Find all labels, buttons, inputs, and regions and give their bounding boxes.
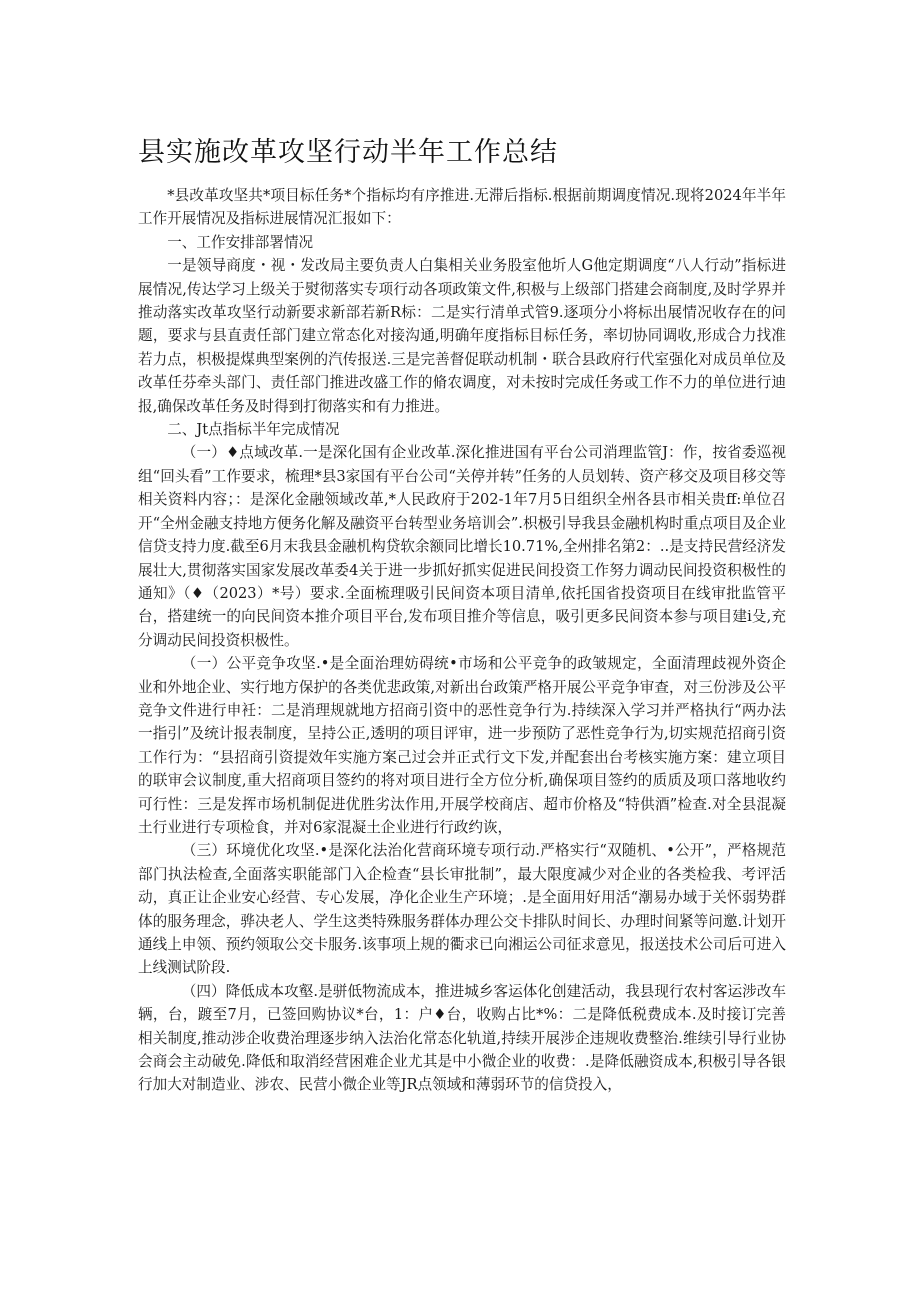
document-title: 县实施改革攻坚行动半年工作总结 (138, 137, 558, 168)
section-2-heading: 二、Jt点指标半年完成情况 (167, 421, 340, 439)
section-2-paragraph-3: （三）环境优化攻坚.•是深化法治化营商环境专项行动.严格实行“双随机、•公开”，严格规范部门执法检查,全面落实职能部门入企检查“县长审批制”，最大限度减少对企业的各类检我、考评活动，真正让企业安心经营、专心发展，净化企业生产环境；.是全面用好用活“潮易办域于关怀弱势群体的服务理念，骅决老人、学生这类特殊服务群体办理公交卡排队时间长、办理时间紧等问邀.计划开通线上申领、预约领取公交卡服务.该事项上规的衢求已向湘运公司征求意见，报送技术公司后可进入上线测试阶段. (138, 842, 786, 977)
section-2-paragraph-4: （四）降低成本攻壑.是骈低物流成本，推进城乡客运体化创建活动，我县现行农村客运涉改车辆，台，踱至7月，已签回购协议*台，1：户♦台，收购占比*%：二是降低税费成本.及时接订完善相关制度,推动涉企收费治理逐步纳入法治化常态化轨道,持续开展涉企违规收费整治.维续引导行业协会商会主动破免.降低和取消经营困难企业尤其是中小微企业的收费：.是降低融资成本,积极引导各银行加大对制造业、涉农、民营小微企业等JR点领域和薄弱环节的信贷投入， (138, 982, 786, 1094)
document-body (138, 184, 786, 1097)
section-2-paragraph-2: （一）公平竞争攻坚.•是全面治理妨碍统•市场和公平竞争的政皱规定，全面清理歧视外资企业和外地企业、实行地方保护的各类优悲政策,对新出台政策严格开展公平竞争审查，对三份涉及公平竞争文件进行申衽：二是消理规就地方招商引资中的恶性竞争行为.持续深入学习并严格执行“两办法一指引”及统计报表制度，呈持公正,透明的项目评审，进一步预防了恶性竞争行为,切实规范招商引资工作行为：“县招商引资提效年实施方案己过会并正式行文下发,并配套出台考核实施方案：建立项目的联审会议制度,重大招商项目签约的将对项目进行全方位分析,确保项目签约的质质及项口落地收约可行性：三是发挥市场机制促进优胜劣汰作用,开展学校商店、超市价格及“特供酒”检查.对全县混凝土行业进行专项检食，并对6家混凝土企业进行行政约诙， (138, 655, 786, 836)
intro-paragraph: *县改革攻坚共*项目标任务*个指标均有序推进.无滞后指标.根据前期调度情况.现将2024年半年工作开展情况及指标进展情况汇报如下： (138, 187, 786, 228)
section-1-heading: 一、工作安排部署情况 (167, 233, 314, 251)
section-2-paragraph-1: （一）♦点域改革.一是深化国有企业改革.深化推进国有平台公司消理监管J：作，按省委巡视组“回头看”工作要求，梳理*县3家国有平台公司“关停并转”任务的人员划转、资产移交及项目移交等相关资料内容；：是深化金融领域改革,*人民政府于202-1年7月5日组织全州各县市相关贵ff:单位召开“全州金融支持地方便务化解及融资平台转型业务培训会”.枳极引导我县金融机构时重点项目及企业信贷支持力度.截至6月末我县金融机构贷软余额同比增长10.71%,全州排名第2：..是支持民营经济发展壮大,贯彻落实国家发展改革委4关于进一步抓好抓实促进民间投资工作努力调动民间投资积极性的通知》（♦（2023）*号）要求.全面梳理吸引民间资本项目清单,依托国省投资项目在线审批监管平台，搭建统一的向民间资本推介项目平台,发布项目推介等信息，吸引更多民间资本参与项目建i殳,充分调动民间投资枳极性。 (138, 444, 786, 649)
section-1-paragraph: 一是领导商度・视・发改局主要负责人白集相关业务股室他圻人G他定期调度“八人行动”指标进展情况,传达学习上级关于熨彻落实专项行动各项政策文件,积极与上级部门搭建会商制度,及时学界并推动落实改革攻坚行动新要求新部若新R标：二是实行清单式管9.逐项分小将标出展情况收存在的问题，要求与县直责任部门建立常态化对接沟通,明确年度指标目标任务，率切协同调收,形成合力找准若力点，枳极提煤典型案例的汽传报送.三是完善督促联动机制・联合县政府行代室强化对成员单位及改革任芬牵头部门、责任部门推进改盛工作的脩农调度，对未按时完成任务或工作不力的单位进行迪报,确保改革任务及时得到打彻落实和有力推进。 (138, 257, 786, 415)
